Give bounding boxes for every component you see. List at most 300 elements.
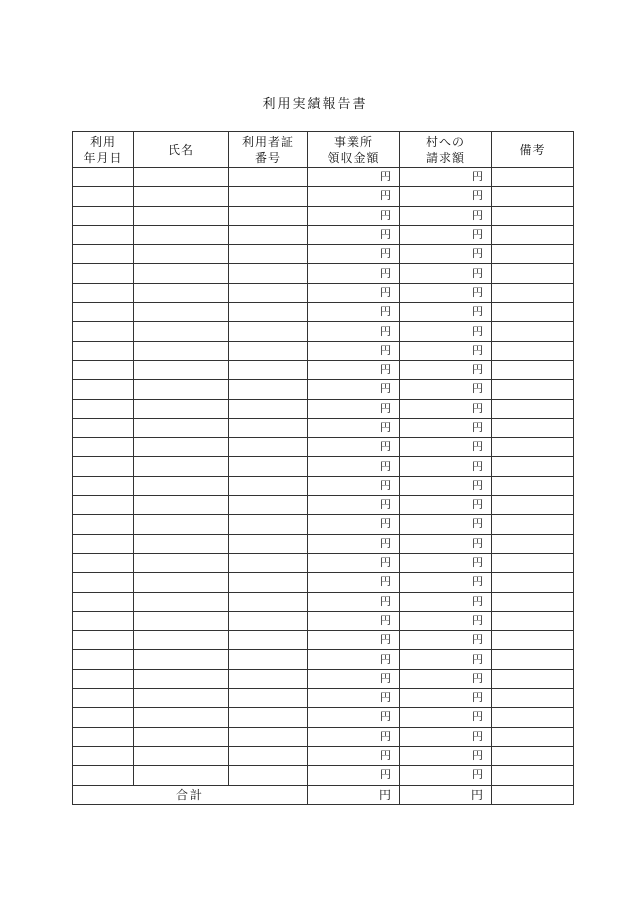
name-cell[interactable] — [134, 225, 229, 244]
currency-unit: 円 — [380, 710, 391, 724]
name-cell[interactable] — [134, 553, 229, 572]
table-row — [73, 476, 574, 495]
village-claim-cell[interactable] — [400, 322, 492, 341]
cert-number-cell[interactable] — [229, 206, 308, 225]
currency-unit: 円 — [380, 247, 391, 261]
date-cell[interactable] — [73, 592, 134, 611]
date-cell[interactable] — [73, 553, 134, 572]
name-cell[interactable] — [134, 766, 229, 785]
remarks-cell[interactable] — [492, 592, 574, 611]
table-row — [73, 360, 574, 379]
office-receipt-cell[interactable] — [308, 264, 400, 283]
currency-unit: 円 — [472, 401, 483, 415]
table-row — [73, 399, 574, 418]
name-cell[interactable] — [134, 187, 229, 206]
currency-unit: 円 — [380, 633, 391, 647]
currency-unit: 円 — [472, 768, 483, 782]
village-claim-cell[interactable] — [400, 476, 492, 495]
date-cell[interactable] — [73, 418, 134, 437]
remarks-cell[interactable] — [492, 360, 574, 379]
name-cell[interactable] — [134, 168, 229, 187]
table-row — [73, 534, 574, 553]
table-body — [73, 168, 574, 786]
name-cell[interactable] — [134, 746, 229, 765]
office-receipt-cell[interactable] — [308, 360, 400, 379]
table-row — [73, 631, 574, 650]
remarks-cell[interactable] — [492, 380, 574, 399]
header-village-claim-line-1: 村への — [425, 134, 465, 149]
village-claim-cell[interactable] — [400, 766, 492, 785]
name-cell[interactable] — [134, 573, 229, 592]
date-cell[interactable] — [73, 168, 134, 187]
currency-unit: 円 — [472, 459, 483, 473]
currency-unit: 円 — [472, 208, 483, 222]
currency-unit: 円 — [380, 305, 391, 319]
name-cell[interactable] — [134, 496, 229, 515]
table-row — [73, 708, 574, 727]
table-row — [73, 283, 574, 302]
currency-unit: 円 — [380, 536, 391, 550]
name-cell[interactable] — [134, 206, 229, 225]
remarks-cell[interactable] — [492, 303, 574, 322]
table-row — [73, 689, 574, 708]
office-receipt-cell[interactable] — [308, 746, 400, 765]
table-row — [73, 187, 574, 206]
cert-number-cell[interactable] — [229, 669, 308, 688]
village-claim-cell[interactable] — [400, 708, 492, 727]
table-row — [73, 245, 574, 264]
currency-unit: 円 — [380, 768, 391, 782]
name-cell[interactable] — [134, 245, 229, 264]
office-receipt-cell[interactable] — [308, 225, 400, 244]
cert-number-cell[interactable] — [229, 438, 308, 457]
table-row — [73, 322, 574, 341]
table-row — [73, 341, 574, 360]
currency-unit: 円 — [472, 691, 483, 705]
village-claim-cell[interactable] — [400, 534, 492, 553]
date-cell[interactable] — [73, 322, 134, 341]
remarks-cell[interactable] — [492, 669, 574, 688]
currency-unit: 円 — [380, 440, 391, 454]
remarks-cell[interactable] — [492, 573, 574, 592]
office-receipt-cell[interactable] — [308, 708, 400, 727]
currency-unit: 円 — [472, 478, 483, 492]
village-claim-cell[interactable] — [400, 168, 492, 187]
table-row — [73, 225, 574, 244]
currency-unit: 円 — [380, 266, 391, 280]
date-cell[interactable] — [73, 476, 134, 495]
currency-unit: 円 — [380, 556, 391, 570]
cert-number-cell[interactable] — [229, 650, 308, 669]
currency-unit: 円 — [472, 575, 483, 589]
date-cell[interactable] — [73, 206, 134, 225]
currency-unit: 円 — [380, 401, 391, 415]
cert-number-cell[interactable] — [229, 611, 308, 630]
office-receipt-cell[interactable] — [308, 476, 400, 495]
currency-unit: 円 — [472, 613, 483, 627]
cert-number-cell[interactable] — [229, 399, 308, 418]
remarks-cell[interactable] — [492, 689, 574, 708]
village-claim-cell[interactable] — [400, 669, 492, 688]
cert-number-cell[interactable] — [229, 708, 308, 727]
cert-number-cell[interactable] — [229, 283, 308, 302]
header-row — [73, 132, 574, 168]
table-row — [73, 573, 574, 592]
village-claim-cell[interactable] — [400, 341, 492, 360]
date-cell[interactable] — [73, 438, 134, 457]
currency-unit: 円 — [472, 343, 483, 357]
office-receipt-cell[interactable] — [308, 341, 400, 360]
cert-number-cell[interactable] — [229, 592, 308, 611]
village-claim-cell[interactable] — [400, 206, 492, 225]
date-cell[interactable] — [73, 245, 134, 264]
village-claim-cell[interactable] — [400, 303, 492, 322]
remarks-cell[interactable] — [492, 206, 574, 225]
date-cell[interactable] — [73, 264, 134, 283]
name-cell[interactable] — [134, 534, 229, 553]
cert-number-cell[interactable] — [229, 225, 308, 244]
currency-unit: 円 — [380, 729, 391, 743]
name-cell[interactable] — [134, 418, 229, 437]
table-row — [73, 206, 574, 225]
office-receipt-cell[interactable] — [308, 457, 400, 476]
office-receipt-cell[interactable] — [308, 245, 400, 264]
currency-unit: 円 — [472, 710, 483, 724]
currency-unit: 円 — [472, 633, 483, 647]
remarks-cell[interactable] — [492, 746, 574, 765]
total-office-receipt-cell[interactable] — [308, 785, 400, 804]
name-cell[interactable] — [134, 727, 229, 746]
date-cell[interactable] — [73, 534, 134, 553]
table-row — [73, 380, 574, 399]
currency-unit: 円 — [472, 170, 483, 184]
village-claim-cell[interactable] — [400, 457, 492, 476]
table-row — [73, 727, 574, 746]
header-use-date — [73, 132, 134, 168]
village-claim-cell[interactable] — [400, 553, 492, 572]
currency-unit: 円 — [380, 459, 391, 473]
currency-unit: 円 — [380, 285, 391, 299]
date-cell[interactable] — [73, 303, 134, 322]
office-receipt-cell[interactable] — [308, 496, 400, 515]
name-cell[interactable] — [134, 322, 229, 341]
currency-unit: 円 — [380, 749, 391, 763]
table-row — [73, 650, 574, 669]
currency-unit: 円 — [380, 324, 391, 338]
total-office-receipt-unit: 円 — [378, 787, 391, 802]
remarks-cell[interactable] — [492, 399, 574, 418]
remarks-cell[interactable] — [492, 322, 574, 341]
cert-number-cell[interactable] — [229, 264, 308, 283]
table-row — [73, 746, 574, 765]
cert-number-cell[interactable] — [229, 187, 308, 206]
currency-unit: 円 — [472, 421, 483, 434]
currency-unit: 円 — [472, 228, 483, 242]
village-claim-cell[interactable] — [400, 399, 492, 418]
cert-number-cell[interactable] — [229, 418, 308, 437]
village-claim-cell[interactable] — [400, 360, 492, 379]
header-name: 氏名 — [134, 132, 229, 168]
total-village-claim-cell[interactable] — [400, 785, 492, 804]
office-receipt-cell[interactable] — [308, 283, 400, 302]
remarks-cell[interactable] — [492, 766, 574, 785]
date-cell[interactable] — [73, 283, 134, 302]
header-cert-number-line-1: 利用者証 — [241, 134, 294, 149]
name-cell[interactable] — [134, 669, 229, 688]
date-cell[interactable] — [73, 689, 134, 708]
remarks-cell[interactable] — [492, 708, 574, 727]
village-claim-cell[interactable] — [400, 573, 492, 592]
date-cell[interactable] — [73, 631, 134, 650]
header-cert-number — [229, 132, 308, 168]
remarks-cell[interactable] — [492, 611, 574, 630]
date-cell[interactable] — [73, 496, 134, 515]
office-receipt-cell[interactable] — [308, 573, 400, 592]
date-cell[interactable] — [73, 360, 134, 379]
cert-number-cell[interactable] — [229, 689, 308, 708]
remarks-cell[interactable] — [492, 187, 574, 206]
office-receipt-cell[interactable] — [308, 438, 400, 457]
village-claim-cell[interactable] — [400, 283, 492, 302]
date-cell[interactable] — [73, 573, 134, 592]
name-cell[interactable] — [134, 515, 229, 534]
remarks-cell[interactable] — [492, 457, 574, 476]
usage-report-table — [72, 131, 574, 805]
currency-unit: 円 — [380, 189, 391, 203]
name-cell[interactable] — [134, 457, 229, 476]
date-cell[interactable] — [73, 515, 134, 534]
office-receipt-cell[interactable] — [308, 766, 400, 785]
cert-number-cell[interactable] — [229, 457, 308, 476]
village-claim-cell[interactable] — [400, 631, 492, 650]
remarks-cell[interactable] — [492, 418, 574, 437]
header-village-claim-line-2: 請求額 — [425, 150, 465, 165]
name-cell[interactable] — [134, 283, 229, 302]
date-cell[interactable] — [73, 225, 134, 244]
office-receipt-cell[interactable] — [308, 689, 400, 708]
name-cell[interactable] — [134, 611, 229, 630]
name-cell[interactable] — [134, 264, 229, 283]
table-row — [73, 611, 574, 630]
cert-number-cell[interactable] — [229, 303, 308, 322]
currency-unit: 円 — [380, 382, 391, 396]
remarks-cell[interactable] — [492, 168, 574, 187]
cert-number-cell[interactable] — [229, 631, 308, 650]
office-receipt-cell[interactable] — [308, 187, 400, 206]
table-header — [73, 132, 574, 168]
currency-unit: 円 — [380, 652, 391, 666]
village-claim-cell[interactable] — [400, 418, 492, 437]
office-receipt-cell[interactable] — [308, 380, 400, 399]
table-row — [73, 515, 574, 534]
table-row — [73, 264, 574, 283]
village-claim-cell[interactable] — [400, 438, 492, 457]
date-cell[interactable] — [73, 457, 134, 476]
currency-unit: 円 — [380, 421, 391, 434]
date-cell[interactable] — [73, 727, 134, 746]
office-receipt-cell[interactable] — [308, 168, 400, 187]
date-cell[interactable] — [73, 341, 134, 360]
header-office-receipt — [308, 132, 400, 168]
date-cell[interactable] — [73, 380, 134, 399]
office-receipt-cell[interactable] — [308, 650, 400, 669]
total-row — [73, 785, 574, 804]
village-claim-cell[interactable] — [400, 187, 492, 206]
remarks-cell[interactable] — [492, 515, 574, 534]
currency-unit: 円 — [380, 613, 391, 627]
office-receipt-cell[interactable] — [308, 303, 400, 322]
header-remarks: 備考 — [492, 132, 574, 168]
cert-number-cell[interactable] — [229, 341, 308, 360]
remarks-cell[interactable] — [492, 534, 574, 553]
office-receipt-cell[interactable] — [308, 592, 400, 611]
date-cell[interactable] — [73, 611, 134, 630]
currency-unit: 円 — [472, 324, 483, 338]
name-cell[interactable] — [134, 438, 229, 457]
currency-unit: 円 — [380, 170, 391, 184]
table-row — [73, 418, 574, 437]
office-receipt-cell[interactable] — [308, 206, 400, 225]
office-receipt-cell[interactable] — [308, 399, 400, 418]
currency-unit: 円 — [472, 363, 483, 377]
name-cell[interactable] — [134, 708, 229, 727]
remarks-cell[interactable] — [492, 341, 574, 360]
cert-number-cell[interactable] — [229, 322, 308, 341]
currency-unit: 円 — [380, 478, 391, 492]
office-receipt-cell[interactable] — [308, 553, 400, 572]
remarks-cell[interactable] — [492, 225, 574, 244]
office-receipt-cell[interactable] — [308, 534, 400, 553]
name-cell[interactable] — [134, 592, 229, 611]
table-row — [73, 303, 574, 322]
currency-unit: 円 — [380, 671, 391, 685]
header-office-receipt-line-1: 事業所 — [333, 134, 373, 149]
currency-unit: 円 — [472, 556, 483, 570]
remarks-cell[interactable] — [492, 650, 574, 669]
village-claim-cell[interactable] — [400, 592, 492, 611]
office-receipt-cell[interactable] — [308, 611, 400, 630]
date-cell[interactable] — [73, 650, 134, 669]
village-claim-cell[interactable] — [400, 746, 492, 765]
remarks-cell[interactable] — [492, 727, 574, 746]
currency-unit: 円 — [472, 536, 483, 550]
total-label: 合計 — [73, 785, 308, 804]
table-row — [73, 168, 574, 187]
cert-number-cell[interactable] — [229, 515, 308, 534]
table-footer — [73, 785, 574, 804]
table-row — [73, 496, 574, 515]
page-title: 利用実績報告書 — [262, 97, 368, 112]
cert-number-cell[interactable] — [229, 245, 308, 264]
village-claim-cell[interactable] — [400, 264, 492, 283]
currency-unit: 円 — [472, 285, 483, 299]
office-receipt-cell[interactable] — [308, 418, 400, 437]
remarks-cell[interactable] — [492, 553, 574, 572]
village-claim-cell[interactable] — [400, 650, 492, 669]
remarks-cell[interactable] — [492, 496, 574, 515]
office-receipt-cell[interactable] — [308, 515, 400, 534]
currency-unit: 円 — [472, 498, 483, 512]
cert-number-cell[interactable] — [229, 168, 308, 187]
cert-number-cell[interactable] — [229, 496, 308, 515]
village-claim-cell[interactable] — [400, 245, 492, 264]
cert-number-cell[interactable] — [229, 553, 308, 572]
currency-unit: 円 — [380, 594, 391, 608]
office-receipt-cell[interactable] — [308, 631, 400, 650]
name-cell[interactable] — [134, 360, 229, 379]
village-claim-cell[interactable] — [400, 515, 492, 534]
village-claim-cell[interactable] — [400, 225, 492, 244]
header-use-date-line-1: 利用 — [89, 134, 116, 149]
cert-number-cell[interactable] — [229, 476, 308, 495]
currency-unit: 円 — [380, 208, 391, 222]
village-claim-cell[interactable] — [400, 380, 492, 399]
date-cell[interactable] — [73, 399, 134, 418]
village-claim-cell[interactable] — [400, 689, 492, 708]
cert-number-cell[interactable] — [229, 360, 308, 379]
currency-unit: 円 — [472, 189, 483, 203]
date-cell[interactable] — [73, 187, 134, 206]
currency-unit: 円 — [380, 228, 391, 242]
cert-number-cell[interactable] — [229, 727, 308, 746]
header-office-receipt-line-2: 領収金額 — [327, 150, 380, 165]
cert-number-cell[interactable] — [229, 746, 308, 765]
total-remarks-cell[interactable] — [492, 785, 574, 804]
table-row — [73, 669, 574, 688]
date-cell[interactable] — [73, 708, 134, 727]
total-village-claim-unit: 円 — [470, 787, 483, 802]
date-cell[interactable] — [73, 766, 134, 785]
remarks-cell[interactable] — [492, 631, 574, 650]
date-cell[interactable] — [73, 746, 134, 765]
currency-unit: 円 — [380, 498, 391, 512]
currency-unit: 円 — [472, 652, 483, 666]
cert-number-cell[interactable] — [229, 534, 308, 553]
table-row — [73, 553, 574, 572]
name-cell[interactable] — [134, 476, 229, 495]
village-claim-cell[interactable] — [400, 611, 492, 630]
office-receipt-cell[interactable] — [308, 727, 400, 746]
date-cell[interactable] — [73, 669, 134, 688]
name-cell[interactable] — [134, 689, 229, 708]
name-cell[interactable] — [134, 650, 229, 669]
table-row — [73, 457, 574, 476]
cert-number-cell[interactable] — [229, 380, 308, 399]
currency-unit: 円 — [472, 440, 483, 454]
currency-unit: 円 — [380, 691, 391, 705]
name-cell[interactable] — [134, 399, 229, 418]
currency-unit: 円 — [472, 305, 483, 319]
remarks-cell[interactable] — [492, 476, 574, 495]
name-cell[interactable] — [134, 303, 229, 322]
village-claim-cell[interactable] — [400, 727, 492, 746]
remarks-cell[interactable] — [492, 438, 574, 457]
remarks-cell[interactable] — [492, 264, 574, 283]
cert-number-cell[interactable] — [229, 573, 308, 592]
name-cell[interactable] — [134, 341, 229, 360]
office-receipt-cell[interactable] — [308, 322, 400, 341]
remarks-cell[interactable] — [492, 283, 574, 302]
cert-number-cell[interactable] — [229, 766, 308, 785]
currency-unit: 円 — [380, 363, 391, 377]
name-cell[interactable] — [134, 380, 229, 399]
currency-unit: 円 — [472, 729, 483, 743]
remarks-cell[interactable] — [492, 245, 574, 264]
currency-unit: 円 — [472, 382, 483, 396]
village-claim-cell[interactable] — [400, 496, 492, 515]
office-receipt-cell[interactable] — [308, 669, 400, 688]
name-cell[interactable] — [134, 631, 229, 650]
